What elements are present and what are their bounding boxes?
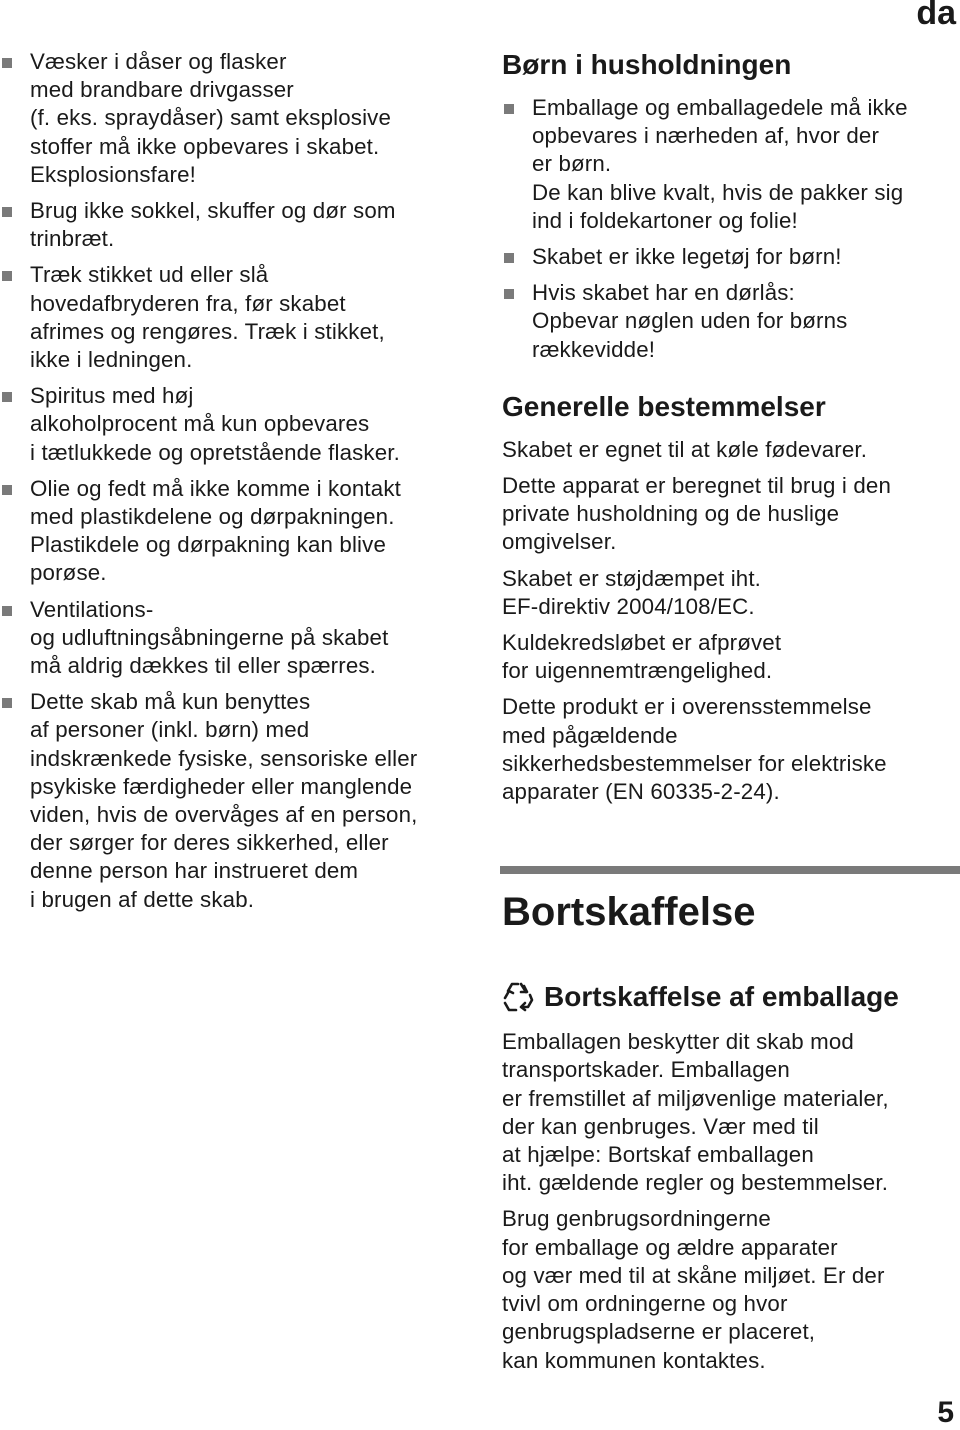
children-list [502,94,960,364]
square-bullet-icon [2,485,12,495]
square-bullet-icon [2,606,12,616]
children-heading: Børn i husholdningen [502,49,792,80]
general-paragraph: Kuldekredsløbet er afprøvet for uigennemtrængelighed. [502,630,782,684]
square-bullet-icon [504,289,514,299]
page-number: 5 [937,1396,954,1429]
list-item: Spiritus med høj alkoholprocent må kun opbevares i tætlukkede og opretstående flasker. [0,382,470,467]
list-item: Skabet er ikke legetøj for børn! [502,243,960,271]
general-paragraph: Dette apparat er beregnet til brug i den private husholdning og de huslige omgivelser. [502,473,892,555]
general-paragraph: Dette produkt er i overensstemmelse med pågældende sikkerhedsbestemmelser for elektriske apparater (EN 60335-2-24). [502,694,887,805]
general-paragraph: Skabet er støjdæmpet iht. EF-direktiv 2004/108/EC. [502,565,762,619]
left-column [0,48,470,922]
square-bullet-icon [504,253,514,263]
disposal-heading: Bortskaffelse [502,890,756,935]
square-bullet-icon [2,58,12,68]
square-bullet-icon [504,104,514,114]
disposal-subheading: Bortskaffelse af emballage [544,981,899,1013]
section-divider [500,866,960,874]
general-heading: Generelle bestemmelser [502,390,826,422]
list-item: Hvis skabet har en dørlås: Opbevar nøglen uden for børns rækkevidde! [502,279,960,364]
list-item: Væsker i dåser og flasker med brandbare drivgasser (f. eks. spraydåser) samt eksplosive stoffer må ikke opbevares i skabet. Eksplosionsfare! [0,48,470,189]
recycle-icon [502,981,534,1013]
disposal-paragraph: Brug genbrugsordningerne for emballage og ældre apparater og vær med til at skåne miljøet. Er der tvivl om ordningerne og hvor genbrugspladserne er placeret, kan kommunen kontaktes. [502,1206,885,1373]
list-item: Ventilations- og udluftningsåbningerne på skabet må aldrig dækkes til eller spærres. [0,596,470,681]
list-item: Brug ikke sokkel, skuffer og dør som trinbræt. [0,197,470,253]
list-item: Olie og fedt må ikke komme i kontakt med plastikdelene og dørpakningen. Plastikdele og dørpakning kan blive porøse. [0,475,470,588]
square-bullet-icon [2,698,12,708]
list-item: Træk stikket ud eller slå hovedafbryderen fra, før skabet afrimes og rengøres. Træk i stikket, ikke i ledningen. [0,261,470,374]
general-paragraph: Skabet er egnet til at køle fødevarer. [502,436,868,462]
square-bullet-icon [2,207,12,217]
safety-list [0,48,470,914]
disposal-subheading-row [502,980,960,1014]
square-bullet-icon [2,271,12,281]
list-item: Dette skab må kun benyttes af personer (inkl. børn) med indskrænkede fysiske, sensoriske eller psykiske færdigheder eller manglende viden, hvis de overvåges af en person, der sørger for deres sikkerhed, eller denne person har instrueret dem i brugen af dette skab. [0,688,470,914]
disposal-paragraph: Emballagen beskytter dit skab mod transportskader. Emballagen er fremstillet af miljøvenlige materialer, der kan genbruges. Vær med til at hjælpe: Bortskaf emballagen iht. gældende regler og bestemmelser. [502,1029,889,1196]
language-code: da [916,0,956,32]
square-bullet-icon [2,392,12,402]
list-item: Emballage og emballagedele må ikke opbevares i nærheden af, hvor der er børn. De kan blive kvalt, hvis de pakker sig ind i foldekartoner og folie! [502,94,960,235]
right-column [502,48,960,1383]
